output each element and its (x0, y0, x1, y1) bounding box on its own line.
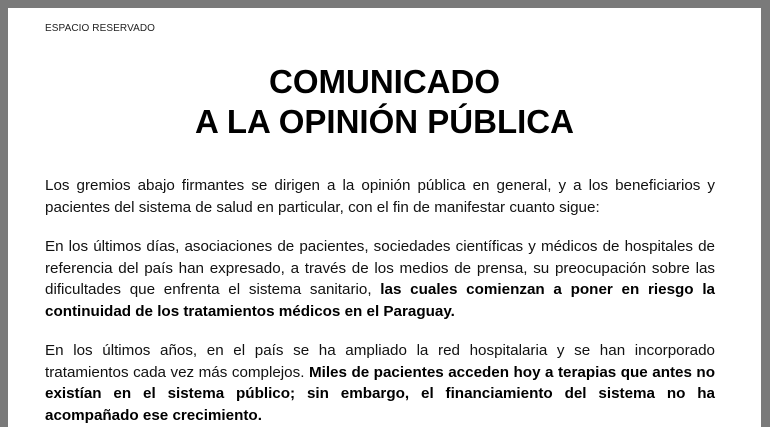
reserved-space-label: ESPACIO RESERVADO (45, 23, 156, 34)
paragraph-concerns-text: En los últimos días, asociaciones de pacientes, sociedades científicas y médicos de hospitales de referencia del país han expresado, a través de los medios de prensa, su preocupación sobre las dificultades que enfrenta el sistema sanitario, (45, 238, 715, 298)
page-title (8, 62, 761, 142)
paragraph-intro: Los gremios abajo firmantes se dirigen a la opinión pública en general, y a los beneficiarios y pacientes del sistema de salud en particular, con el fin de manifestar cuanto sigue: (45, 177, 715, 216)
paragraph-concerns-emphasis: las cuales comienzan a poner en riesgo la continuidad de los tratamientos médicos en el Paraguay. (45, 281, 715, 320)
paragraph-growth-text: En los últimos años, en el país se ha ampliado la red hospitalaria y se han incorporado tratamientos cada vez más complejos. (45, 342, 715, 381)
document-page (8, 8, 761, 427)
title-line-1: COMUNICADO (269, 63, 500, 100)
title-line-2: A LA OPINIÓN PÚBLICA (195, 103, 574, 140)
paragraph-growth (45, 340, 715, 426)
paragraph-concerns (45, 236, 715, 322)
paragraph-growth-emphasis: Miles de pacientes acceden hoy a terapias que antes no existían en el sistema público; sin embargo, el financiamiento del sistema no ha acompañado ese crecimiento. (45, 363, 715, 424)
